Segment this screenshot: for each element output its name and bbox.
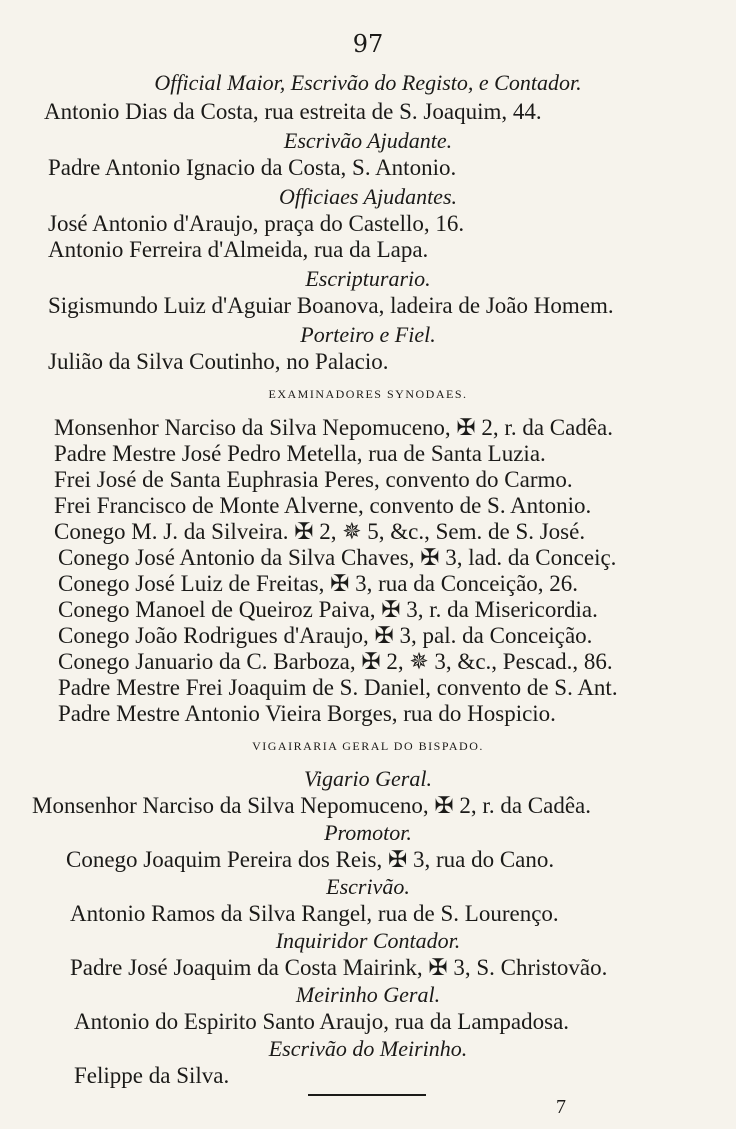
section-vigairaria-geral: VIGAIRARIA GERAL DO BISPADO. <box>252 739 484 753</box>
entry-line: Conego Manoel de Queiroz Paiva, ✠ 3, r. da Misericordia. <box>58 597 598 622</box>
entry-line: Conego Joaquim Pereira dos Reis, ✠ 3, rua do Cano. <box>66 847 555 872</box>
entry-line: Julião da Silva Coutinho, no Palacio. <box>48 349 389 374</box>
entry-line: Sigismundo Luiz d'Aguiar Boanova, ladeira de João Homem. <box>48 293 614 318</box>
entry-line: Conego João Rodrigues d'Araujo, ✠ 3, pal. da Conceição. <box>58 623 593 648</box>
heading-inquiridor-contador: Inquiridor Contador. <box>275 928 461 953</box>
entry-line: Conego José Antonio da Silva Chaves, ✠ 3, lad. da Conceiç. <box>58 545 617 570</box>
entry-line: Frei Francisco de Monte Alverne, convento de S. Antonio. <box>54 493 592 518</box>
page-number: 97 <box>352 30 384 58</box>
heading-officiaes-ajudantes: Officiaes Ajudantes. <box>278 184 458 209</box>
divider-rule <box>308 1094 426 1096</box>
entry-line: Padre Mestre José Pedro Metella, rua de Santa Luzia. <box>54 441 546 466</box>
entry-line: Padre Mestre Frei Joaquim de S. Daniel, convento de S. Ant. <box>58 675 618 700</box>
entry-line: Conego José Luiz de Freitas, ✠ 3, rua da Conceição, 26. <box>58 571 579 596</box>
heading-meirinho-geral: Meirinho Geral. <box>295 982 441 1007</box>
entry-line: Frei José de Santa Euphrasia Peres, convento do Carmo. <box>54 467 573 492</box>
entry-line: Padre Antonio Ignacio da Costa, S. Antonio. <box>48 155 457 180</box>
heading-escrivao: Escrivão. <box>326 874 410 899</box>
entry-line: José Antonio d'Araujo, praça do Castello, 16. <box>48 211 465 236</box>
entry-line: Antonio Dias da Costa, rua estreita de S. Joaquim, 44. <box>44 99 542 124</box>
entry-line: Felippe da Silva. <box>74 1063 230 1088</box>
heading-promotor: Promotor. <box>324 820 412 845</box>
entry-line: Antonio do Espirito Santo Araujo, rua da Lampadosa. <box>74 1009 570 1034</box>
entry-line: Monsenhor Narciso da Silva Nepomuceno, ✠ 2, r. da Cadêa. <box>54 415 613 440</box>
signature-mark: 7 <box>556 1096 566 1118</box>
heading-porteiro-fiel: Porteiro e Fiel. <box>300 322 436 347</box>
entry-line: Padre Mestre Antonio Vieira Borges, rua do Hospicio. <box>58 701 556 726</box>
heading-escrivao-ajudante: Escrivão Ajudante. <box>283 128 453 153</box>
heading-official-maior: Official Maior, Escrivão do Registo, e Contador. <box>154 70 582 95</box>
entry-line: Antonio Ferreira d'Almeida, rua da Lapa. <box>48 237 429 262</box>
section-examinadores-synodaes: EXAMINADORES SYNODAES. <box>268 387 468 401</box>
entry-line: Antonio Ramos da Silva Rangel, rua de S. Lourenço. <box>70 901 559 926</box>
entry-line: Monsenhor Narciso da Silva Nepomuceno, ✠ 2, r. da Cadêa. <box>32 793 591 818</box>
entry-line: Padre José Joaquim da Costa Mairink, ✠ 3, S. Christovão. <box>70 955 608 980</box>
entry-line: Conego M. J. da Silveira. ✠ 2, ✵ 5, &c., Sem. de S. José. <box>54 519 586 544</box>
heading-escrivao-meirinho: Escrivão do Meirinho. <box>268 1036 468 1061</box>
entry-line: Conego Januario da C. Barboza, ✠ 2, ✵ 3, &c., Pescad., 86. <box>58 649 613 674</box>
heading-vigario-geral: Vigario Geral. <box>304 766 432 791</box>
heading-escripturario: Escripturario. <box>305 266 431 291</box>
